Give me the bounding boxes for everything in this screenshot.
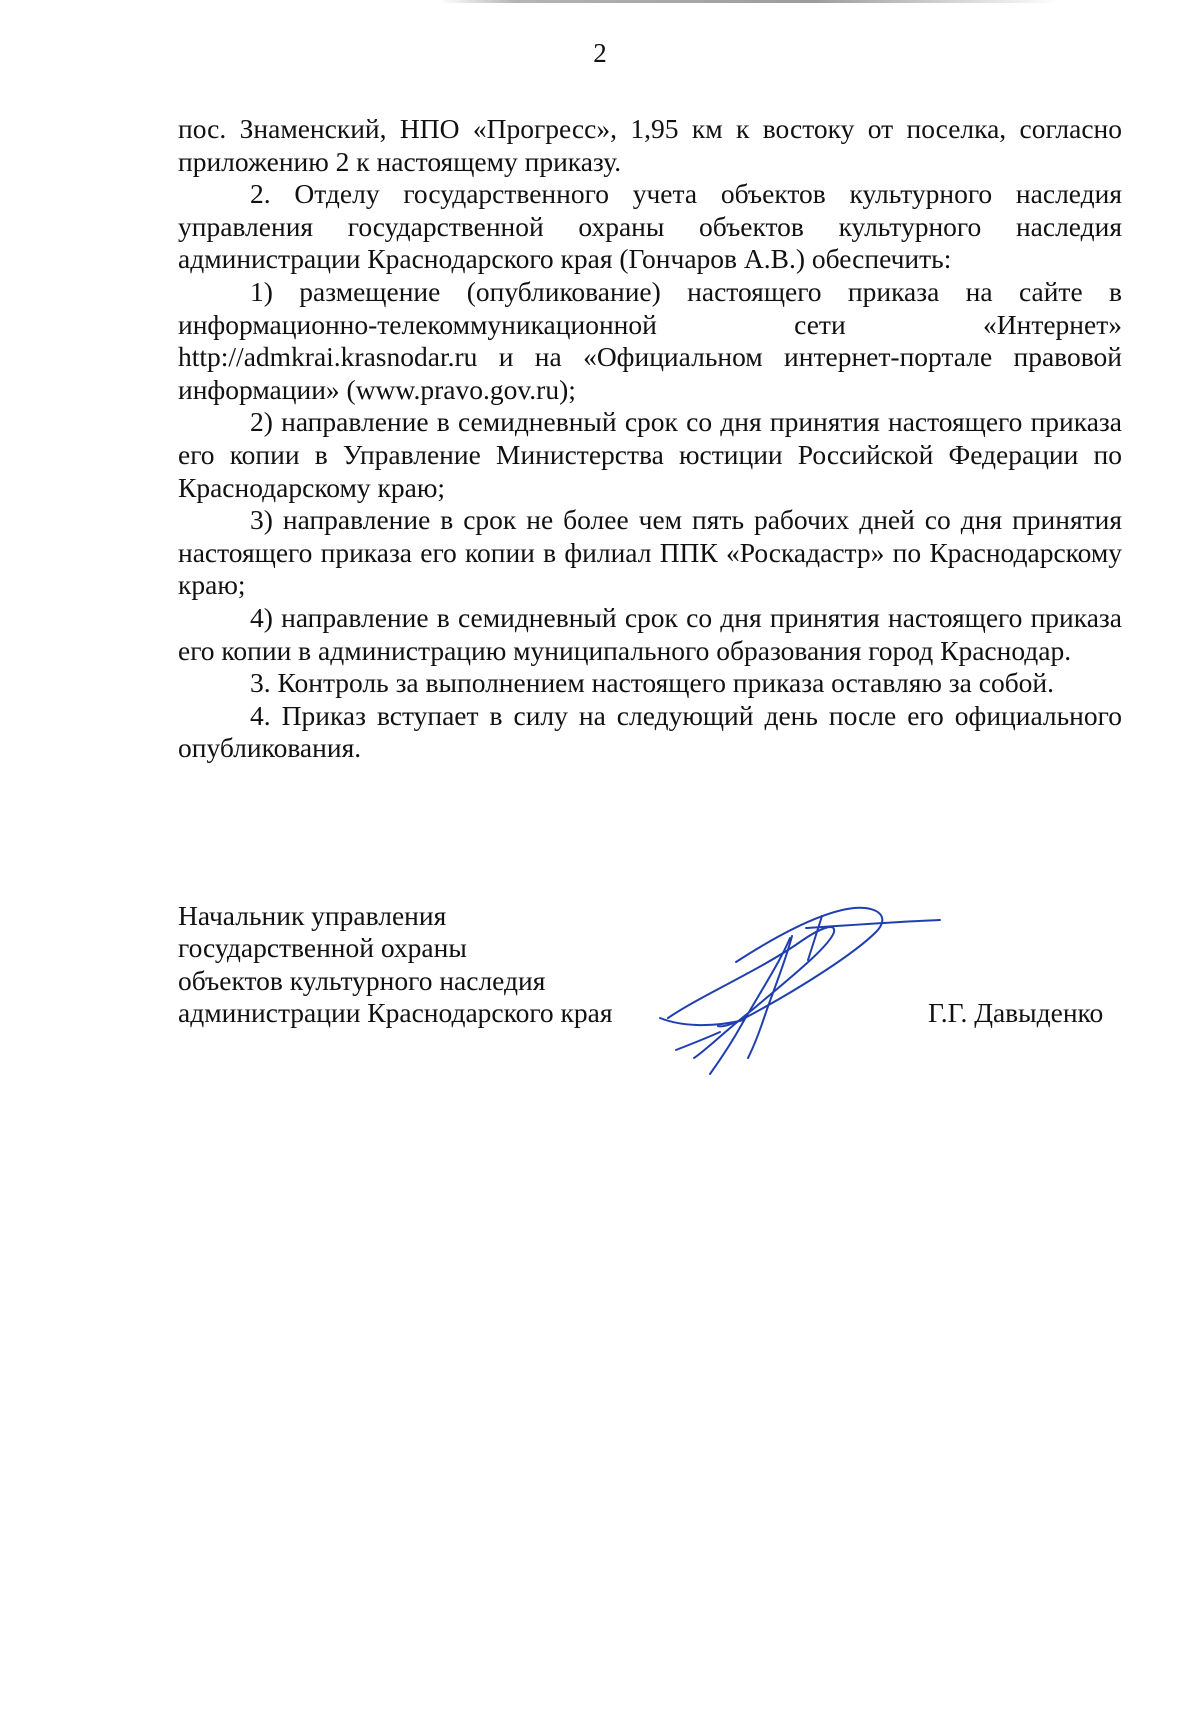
paragraph-subitem-3: 3) направление в срок не более чем пять рабочих дней со дня принятия настоящего приказа его копии в филиал ППК «Роскадастр» по Краснодарскому краю; <box>178 504 1122 601</box>
paragraph-location-continuation: пос. Знаменский, НПО «Прогресс», 1,95 км к востоку от поселка, согласно приложению 2 к настоящему приказу. <box>178 113 1122 177</box>
signatory-title-line: государственной охраны <box>178 932 467 964</box>
signatory-name: Г.Г. Давыденко <box>928 997 1104 1028</box>
signatory-title-line: объектов культурного наследия <box>178 964 546 996</box>
signatory-title-line: Начальник управления <box>178 900 447 931</box>
order-body <box>178 113 1122 765</box>
signatory-title-line: администрации Краснодарского края <box>178 997 613 1029</box>
page-number: 2 <box>593 38 607 68</box>
paragraph-subitem-4: 4) направление в семидневный срок со дня принятия настоящего приказа его копии в администрацию муниципального образования город Краснодар. <box>178 601 1122 666</box>
paragraph-item-3: 3. Контроль за выполнением настоящего приказа оставляю за собой. <box>250 667 1055 699</box>
paragraph-item-4: 4. Приказ вступает в силу на следующий день после его официального опубликования. <box>178 699 1122 764</box>
paragraph-subitem-2: 2) направление в семидневный срок со дня принятия настоящего приказа его копии в Управление Министерства юстиции Российской Федерации по Краснодарскому краю; <box>178 406 1122 503</box>
scan-edge-mark <box>440 0 1060 3</box>
handwritten-signature <box>640 900 950 1080</box>
paragraph-item-2: 2. Отделу государственного учета объектов культурного наследия управления государственной охраны объектов культурного наследия администрации Краснодарского края (Гончаров А.В.) обеспечить: <box>178 178 1122 275</box>
signatory-title <box>178 900 698 1030</box>
paragraph-subitem-1: 1) размещение (опубликование) настоящего приказа на сайте в информационно-телекоммуникационной сети «Интернет» http://admkrai.krasnodar.ru и на «Официальном интернет-портале правовой информации» (www.pravo.gov.ru); <box>178 275 1122 405</box>
